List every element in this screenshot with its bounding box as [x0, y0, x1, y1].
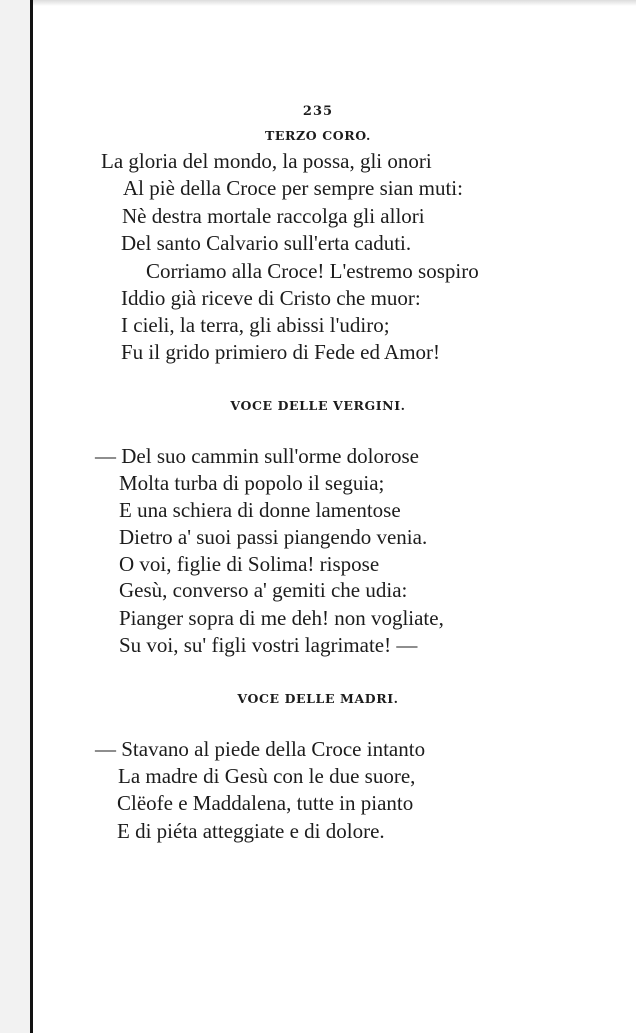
verse-line: Clëofe e Maddalena, tutte in pianto: [117, 791, 414, 815]
verse-line: Fu il grido primiero di Fede ed Amor!: [121, 340, 441, 364]
verse-line: — Stavano al piede della Croce intanto: [95, 737, 426, 761]
verse-line: — Del suo cammin sull'orme dolorose: [95, 444, 419, 468]
page-top-edge: [33, 0, 636, 6]
verse-line: E una schiera di donne lamentose: [119, 498, 401, 522]
section-heading-voce-delle-vergini: VOCE DELLE VERGINI.: [230, 398, 406, 413]
section-heading-terzo-coro: TERZO CORO.: [265, 128, 371, 143]
verse-line: Dietro a' suoi passi piangendo venia.: [119, 525, 428, 549]
verse-line: Gesù, converso a' gemiti che udia:: [119, 578, 408, 602]
verse-line: Del santo Calvario sull'erta caduti.: [121, 231, 412, 255]
verse-line: La gloria del mondo, la possa, gli onori: [101, 149, 432, 173]
verse-line: Corriamo alla Croce! L'estremo sospiro: [146, 259, 479, 283]
verse-line: Nè destra mortale raccolga gli allori: [122, 204, 425, 228]
gutter-shadow: [0, 0, 30, 1033]
verse-line: Iddio già riceve di Cristo che muor:: [121, 286, 421, 310]
section-heading-voce-delle-madri: VOCE DELLE MADRI.: [237, 691, 399, 706]
verse-line: La madre di Gesù con le due suore,: [118, 764, 416, 788]
verse-line: Al piè della Croce per sempre sian muti:: [123, 176, 463, 200]
verse-line: E di piéta atteggiate e di dolore.: [117, 819, 385, 843]
verse-line: Pianger sopra di me deh! non vogliate,: [119, 606, 444, 630]
binding-edge: [30, 0, 33, 1033]
verse-line: I cieli, la terra, gli abissi l'udiro;: [121, 313, 390, 337]
verse-line: O voi, figlie di Solima! rispose: [119, 552, 380, 576]
verse-line: Molta turba di popolo il seguia;: [119, 471, 385, 495]
page-number: 235: [302, 104, 334, 119]
verse-line: Su voi, su' figli vostri lagrimate! —: [119, 633, 418, 657]
